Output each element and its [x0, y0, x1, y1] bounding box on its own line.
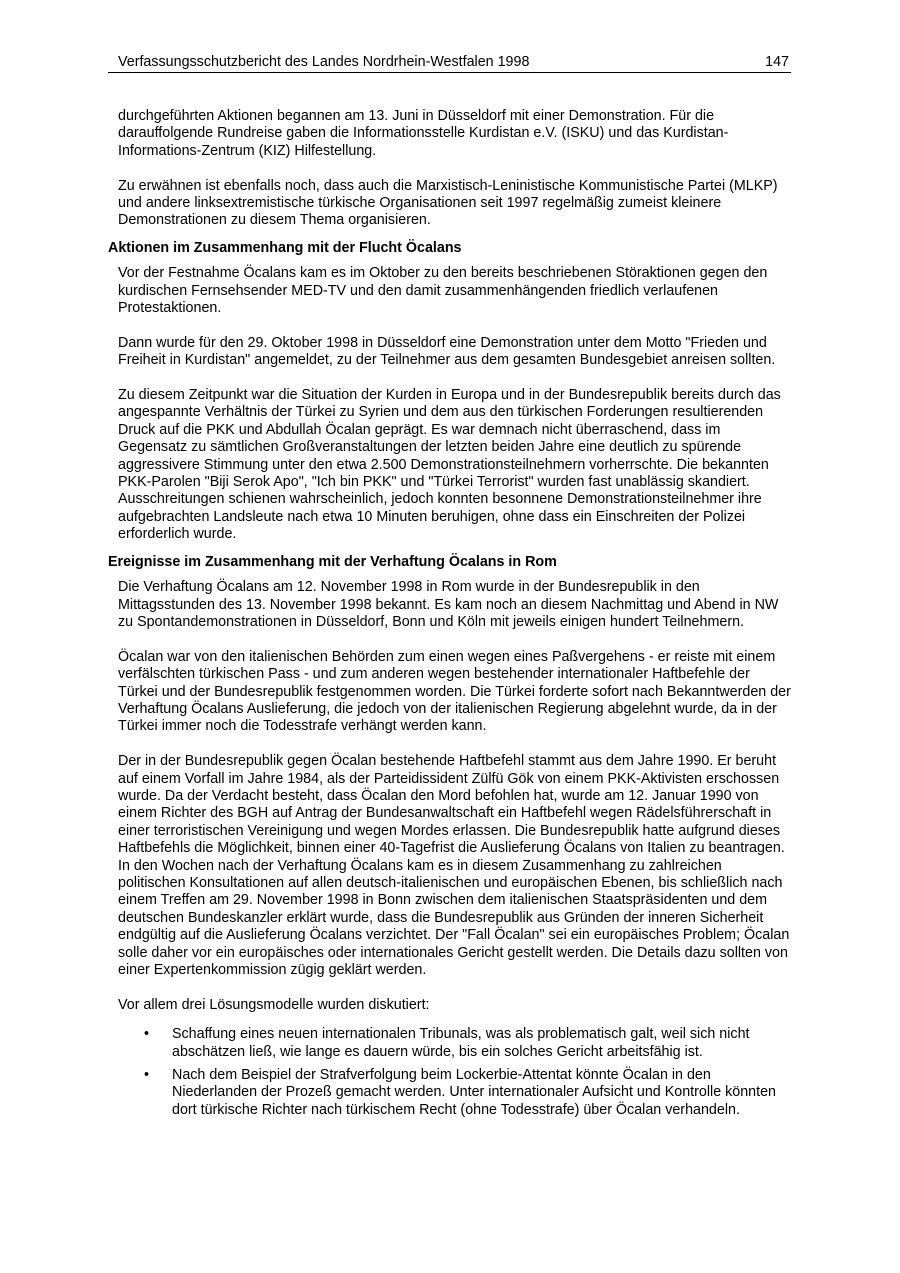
paragraph: durchgeführten Aktionen begannen am 13. Juni in Düsseldorf mit einer Demonstration. Für die darauffolgende Rundreise gaben die Informationsstelle Kurdistan e.V. (ISKU) und das Kurdistan-Informations-Zentrum (KIZ) Hilfestellung.: [118, 108, 729, 159]
paragraph: Vor der Festnahme Öcalans kam es im Oktober zu den bereits beschriebenen Störaktionen gegen den kurdischen Fernsehsender MED-TV und den damit zusammenhängenden friedlich verlaufenen Protestaktionen.: [118, 265, 768, 317]
bullet-icon: •: [144, 1026, 150, 1043]
list-item: [108, 1067, 791, 1119]
bullet-list: [108, 1026, 791, 1119]
list-item-text: Schaffung eines neuen internationalen Tribunals, was als problematisch galt, weil sich nicht abschätzen ließ, wie lange es dauern würde, bis ein solches Gericht arbeitsfähig ist.: [172, 1026, 750, 1060]
bullet-icon: •: [144, 1067, 150, 1084]
paragraph: Vor allem drei Lösungsmodelle wurden diskutiert:: [118, 996, 430, 1013]
page-header: [108, 52, 791, 73]
page-number: 147: [765, 54, 789, 70]
paragraph: Die Verhaftung Öcalans am 12. November 1998 in Rom wurde in der Bundesrepublik in den Mittagsstunden des 13. November 1998 bekannt. Es kam noch an diesem Nachmittag und Abend in NW zu Spontandemonstrationen in Düsseldorf, Bonn und Köln mit jeweils einigen hundert Teilnehmern.: [118, 579, 779, 630]
paragraph: Öcalan war von den italienischen Behörden zum einen wegen eines Paßvergehens - er reiste mit einem verfälschten türkischen Pass - und zum anderen wegen bestehender internationaler Haftbefehle der Türkei und der Bundesrepublik festgenommen worden. Die Türkei forderte sofort nach Bekanntwerden der Verhaftung Öcalans Auslieferung, die jedoch von der italienischen Regierung abgelehnt wurde, da in der Türkei immer noch die Todesstrafe verhängt werden kann.: [118, 648, 791, 735]
list-item: [108, 1026, 791, 1061]
paragraph: Zu erwähnen ist ebenfalls noch, dass auch die Marxistisch-Leninistische Kommunistische Partei (MLKP) und andere linksextremistische türkische Organisationen seit 1997 regelmäßig zumeist kleinere Demonstrationen zu diesem Thema organisieren.: [118, 177, 778, 229]
header-title: Verfassungsschutzbericht des Landes Nordrhein-Westfalen 1998: [118, 54, 530, 70]
section-heading: Ereignisse im Zusammenhang mit der Verhaftung Öcalans in Rom: [108, 553, 557, 570]
paragraph: Zu diesem Zeitpunkt war die Situation der Kurden in Europa und in der Bundesrepublik bereits durch das angespannte Verhältnis der Türkei zu Syrien und dem aus den türkischen Forderungen resultierenden Druck auf die PKK und Abdullah Öcalan geprägt. Es war demnach nicht überraschend, dass im Gegensatz zu sämtlichen Großveranstaltungen der letzten beiden Jahre eine deutlich zu spürende aggressivere Stimmung unter den etwa 2.500 Demonstrationsteilnehmern vorherrschte. Die bekannten PKK-Parolen "Biji Serok Apo", "Ich bin PKK" und "Türkei Terrorist" wurden fast unablässig skandiert. Ausschreitungen schienen wahrscheinlich, jedoch konnten besonnene Demonstrationsteilnehmer ihre aufgebrachten Landsleute nach etwa 10 Minuten beruhigen, ohne dass ein Einschreiten der Polizei erforderlich wurde.: [118, 387, 781, 543]
paragraph: Der in der Bundesrepublik gegen Öcalan bestehende Haftbefehl stammt aus dem Jahre 1990. Er beruht auf einem Vorfall im Jahre 1984, als der Parteidissident Zülfü Gök von einem PKK-Aktivisten erschossen wurde. Da der Verdacht besteht, dass Öcalan den Mord befohlen hat, wurde am 12. Januar 1990 von einem Richter des BGH auf Antrag der Bundesanwaltschaft ein Haftbefehl wegen Rädelsführerschaft in einer terroristischen Vereinigung und wegen Mordes erlassen. Die Bundesrepublik hatte aufgrund dieses Haftbefehls die Möglichkeit, binnen einer 40-Tagefrist die Auslieferung Öcalans von Italien zu beantragen. In den Wochen nach der Verhaftung Öcalans kam es in diesem Zusammenhang zu zahlreichen politischen Konsultationen auf allen deutsch-italienischen und europäischen Ebenen, bis schließlich nach einem Treffen am 29. November 1998 in Bonn zwischen dem italienischen Staatspräsidenten und dem deutschen Bundeskanzler erklärt wurde, dass die Bundesrepublik aus Gründen der inneren Sicherheit endgültig auf die Auslieferung Öcalans verzichtet. Der "Fall Öcalan" sei ein europäisches Problem; Öcalan solle daher vor ein europäisches oder internationales Gericht gestellt werden. Die Details dazu sollten von einer Expertenkommission zügig geklärt werden.: [118, 753, 790, 979]
list-item-text: Nach dem Beispiel der Strafverfolgung beim Lockerbie-Attentat könnte Öcalan in den Niederlanden der Prozeß gemacht werden. Unter internationaler Aufsicht und Kontrolle könnten dort türkische Richter nach türkischem Recht (ohne Todesstrafe) über Öcalan verhandeln.: [172, 1067, 777, 1118]
page-body: [108, 108, 791, 1125]
paragraph: Dann wurde für den 29. Oktober 1998 in Düsseldorf eine Demonstration unter dem Motto "Frieden und Freiheit in Kurdistan" angemeldet, zu der Teilnehmer aus dem gesamten Bundesgebiet anreisen sollten.: [118, 334, 776, 369]
section-heading: Aktionen im Zusammenhang mit der Flucht Öcalans: [108, 239, 462, 256]
